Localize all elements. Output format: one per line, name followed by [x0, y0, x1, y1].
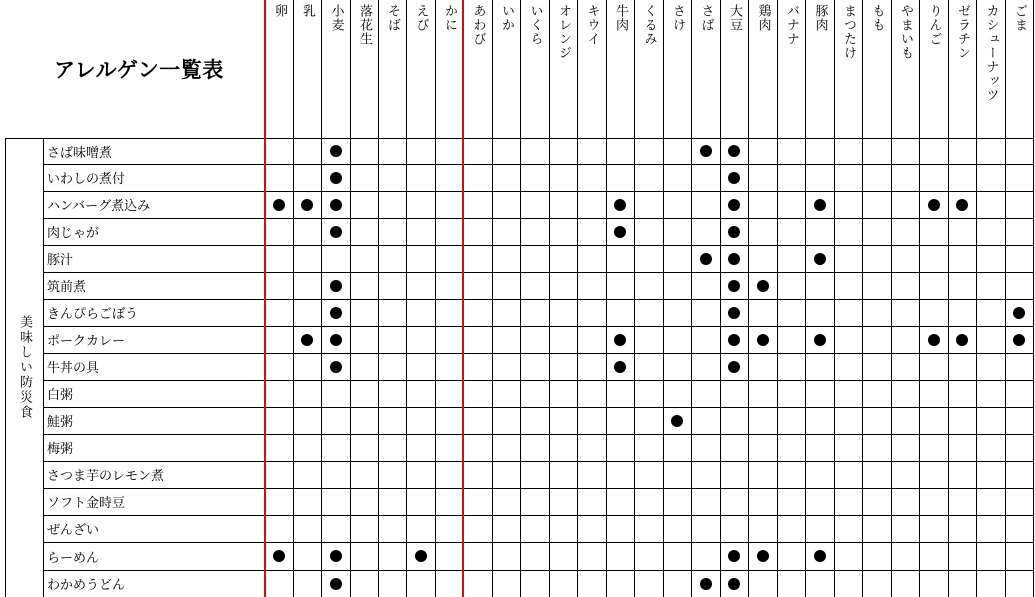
grid-line-horizontal — [43, 326, 1034, 327]
allergen-header — [265, 4, 293, 132]
allergen-header-label: やまいも — [898, 4, 913, 60]
allergen-header-label: えび — [413, 4, 429, 32]
allergen-mark — [301, 334, 313, 346]
grid-line-vertical — [720, 0, 721, 597]
allergen-header — [463, 4, 492, 132]
grid-line-vertical — [663, 0, 664, 597]
allergen-mark — [814, 253, 826, 265]
grid-line-horizontal — [43, 461, 1034, 462]
allergen-mark — [757, 550, 769, 562]
allergen-header-label: 落花生 — [357, 4, 372, 46]
allergen-mark — [330, 578, 342, 590]
grid-line-vertical — [577, 0, 578, 597]
grid-line-vertical — [435, 0, 436, 597]
grid-line-vertical — [350, 0, 351, 597]
allergen-mark — [700, 145, 712, 157]
grid-line-horizontal — [43, 353, 1034, 354]
grid-line-vertical — [606, 0, 607, 597]
category-label — [5, 138, 43, 597]
grid-line-vertical — [891, 0, 892, 597]
allergen-header — [1005, 4, 1033, 132]
food-name: らーめん — [47, 550, 100, 566]
allergen-header-label: そば — [385, 4, 400, 32]
allergen-mark — [728, 550, 740, 562]
allergen-header — [748, 4, 777, 132]
grid-line-horizontal — [43, 191, 1034, 192]
allergen-header — [663, 4, 691, 132]
allergen-header — [720, 4, 748, 132]
allergen-mark — [1013, 334, 1025, 346]
allergen-header — [520, 4, 549, 132]
grid-line-vertical — [321, 0, 322, 597]
allergen-mark — [814, 550, 826, 562]
allergen-mark — [728, 199, 740, 211]
allergen-header — [350, 4, 378, 132]
allergen-mark — [728, 334, 740, 346]
food-name: さば味噌煮 — [47, 145, 113, 161]
allergen-header — [891, 4, 919, 132]
food-name: きんぴらごぼう — [47, 307, 139, 322]
allergen-header-label: 乳 — [300, 4, 315, 18]
allergen-mark — [700, 578, 712, 590]
allergen-mark — [330, 280, 342, 292]
allergen-header — [919, 4, 948, 132]
allergen-mark — [671, 415, 683, 427]
allergen-mark — [814, 334, 826, 346]
allergen-mark — [330, 307, 342, 319]
allergen-header — [976, 4, 1005, 132]
allergen-header-label: カシューナッツ — [983, 4, 999, 102]
grid-line-vertical — [691, 0, 692, 597]
grid-line-vertical — [948, 0, 949, 597]
allergen-mark — [330, 145, 342, 157]
allergen-header-label: 豚肉 — [812, 4, 828, 32]
allergen-mark — [415, 550, 427, 562]
allergen-mark — [728, 253, 740, 265]
allergen-header — [549, 4, 577, 132]
grid-line-horizontal — [43, 245, 1034, 246]
grid-line-horizontal — [43, 218, 1034, 219]
food-name: 梅粥 — [47, 442, 74, 457]
allergen-mark — [614, 334, 626, 346]
grid-line-vertical — [520, 0, 521, 597]
grid-line-horizontal — [43, 380, 1034, 381]
sheet-title: アレルゲン一覧表 — [54, 58, 224, 82]
allergen-header — [435, 4, 463, 132]
allergen-mark — [1013, 307, 1025, 319]
allergen-header-label: りんご — [926, 4, 942, 46]
allergen-header-label: 小麦 — [328, 4, 344, 32]
allergen-header — [634, 4, 663, 132]
grid-line-horizontal — [43, 488, 1034, 489]
food-name: 鮭粥 — [47, 415, 74, 430]
allergen-header-label: 大豆 — [727, 4, 742, 32]
allergen-mark — [728, 307, 740, 319]
grid-line-vertical — [1033, 0, 1034, 597]
grid-line-vertical — [634, 0, 635, 597]
allergen-mark — [301, 199, 313, 211]
grid-line-vertical — [1005, 0, 1006, 597]
allergen-header — [805, 4, 834, 132]
allergen-mark — [757, 280, 769, 292]
allergen-header — [492, 4, 520, 132]
grid-line-horizontal — [43, 299, 1034, 300]
allergen-header — [691, 4, 720, 132]
food-name: ハンバーグ煮込み — [47, 199, 151, 214]
grid-line-vertical — [293, 0, 294, 597]
grid-line-horizontal — [43, 434, 1034, 435]
allergen-header-label: いくら — [527, 4, 543, 46]
grid-line-vertical — [549, 0, 550, 597]
grid-line-vertical — [976, 0, 977, 597]
mandatory-divider-line — [264, 0, 266, 597]
allergen-header-label: もも — [869, 4, 885, 32]
allergen-mark — [700, 253, 712, 265]
allergen-header — [862, 4, 891, 132]
allergen-header-label: くるみ — [641, 4, 657, 46]
food-name: いわしの煮付 — [47, 172, 126, 187]
grid-line-vertical — [748, 0, 749, 597]
allergen-mark — [330, 334, 342, 346]
allergen-mark — [928, 334, 940, 346]
allergen-header — [406, 4, 435, 132]
allergen-header — [948, 4, 976, 132]
grid-line-horizontal — [43, 542, 1034, 543]
allergen-header-label: 牛肉 — [613, 4, 628, 32]
allergen-header-label: かに — [442, 4, 457, 32]
food-name: 牛丼の具 — [47, 361, 100, 376]
grid-line-vertical — [378, 0, 379, 597]
allergen-header-label: 鶏肉 — [755, 4, 771, 32]
allergen-header-label: まつたけ — [841, 4, 856, 60]
food-name: ソフト金時豆 — [47, 496, 126, 511]
allergen-header — [321, 4, 350, 132]
food-name: ぜんざい — [47, 523, 100, 538]
allergen-header — [777, 4, 805, 132]
allergen-mark — [330, 172, 342, 184]
allergen-mark — [728, 226, 740, 238]
allergen-mark — [928, 199, 940, 211]
food-name: 白粥 — [47, 388, 74, 403]
grid-line-horizontal — [43, 515, 1034, 516]
food-name: 豚汁 — [47, 253, 74, 268]
food-name: 肉じゃが — [47, 226, 100, 241]
food-name: さつま芋のレモン煮 — [47, 469, 165, 484]
allergen-mark — [728, 280, 740, 292]
allergen-header-label: さば — [698, 4, 714, 32]
allergen-header-label: いか — [499, 4, 514, 32]
allergen-header-label: ごま — [1012, 4, 1027, 32]
allergen-mark — [273, 199, 285, 211]
grid-line-vertical — [777, 0, 778, 597]
allergen-header — [378, 4, 406, 132]
allergen-mark — [814, 199, 826, 211]
allergen-mark — [614, 226, 626, 238]
grid-line-vertical — [805, 0, 806, 597]
allergen-header-label: あわび — [470, 4, 486, 46]
grid-line-vertical — [5, 138, 6, 597]
grid-line-vertical — [862, 0, 863, 597]
allergen-mark — [614, 199, 626, 211]
allergen-mark — [956, 334, 968, 346]
grid-line-vertical — [919, 0, 920, 597]
allergen-mark — [330, 226, 342, 238]
food-name: ポークカレー — [47, 334, 126, 349]
allergen-mark — [757, 334, 769, 346]
allergen-header — [293, 4, 321, 132]
grid-line-horizontal — [43, 164, 1034, 165]
allergen-mark — [330, 199, 342, 211]
allergen-header-label: バナナ — [784, 4, 799, 46]
allergen-header — [834, 4, 862, 132]
allergen-mark — [728, 578, 740, 590]
grid-line-horizontal — [43, 407, 1034, 408]
allergen-header-label: オレンジ — [556, 4, 571, 60]
grid-line-vertical — [43, 138, 44, 597]
grid-line-vertical — [834, 0, 835, 597]
allergen-header-label: キウイ — [584, 4, 600, 46]
food-name: わかめうどん — [47, 578, 126, 593]
allergen-header — [606, 4, 634, 132]
mandatory-divider-line — [462, 0, 464, 597]
allergen-mark — [330, 361, 342, 373]
category-label-text: 美味しい防災食 — [17, 315, 32, 420]
grid-line-horizontal — [43, 272, 1034, 273]
food-name: 筑前煮 — [47, 280, 87, 295]
allergen-header-label: さけ — [670, 4, 685, 32]
allergen-mark — [273, 550, 285, 562]
allergen-mark — [728, 361, 740, 373]
allergen-mark — [614, 361, 626, 373]
allergen-header-label: ゼラチン — [955, 4, 970, 60]
allergen-header-label: 卵 — [272, 4, 287, 18]
allergen-mark — [956, 199, 968, 211]
allergen-header — [577, 4, 606, 132]
grid-line-vertical — [406, 0, 407, 597]
grid-line-vertical — [492, 0, 493, 597]
allergen-mark — [728, 145, 740, 157]
allergen-mark — [728, 172, 740, 184]
grid-line-horizontal — [43, 570, 1034, 571]
allergen-mark — [330, 550, 342, 562]
